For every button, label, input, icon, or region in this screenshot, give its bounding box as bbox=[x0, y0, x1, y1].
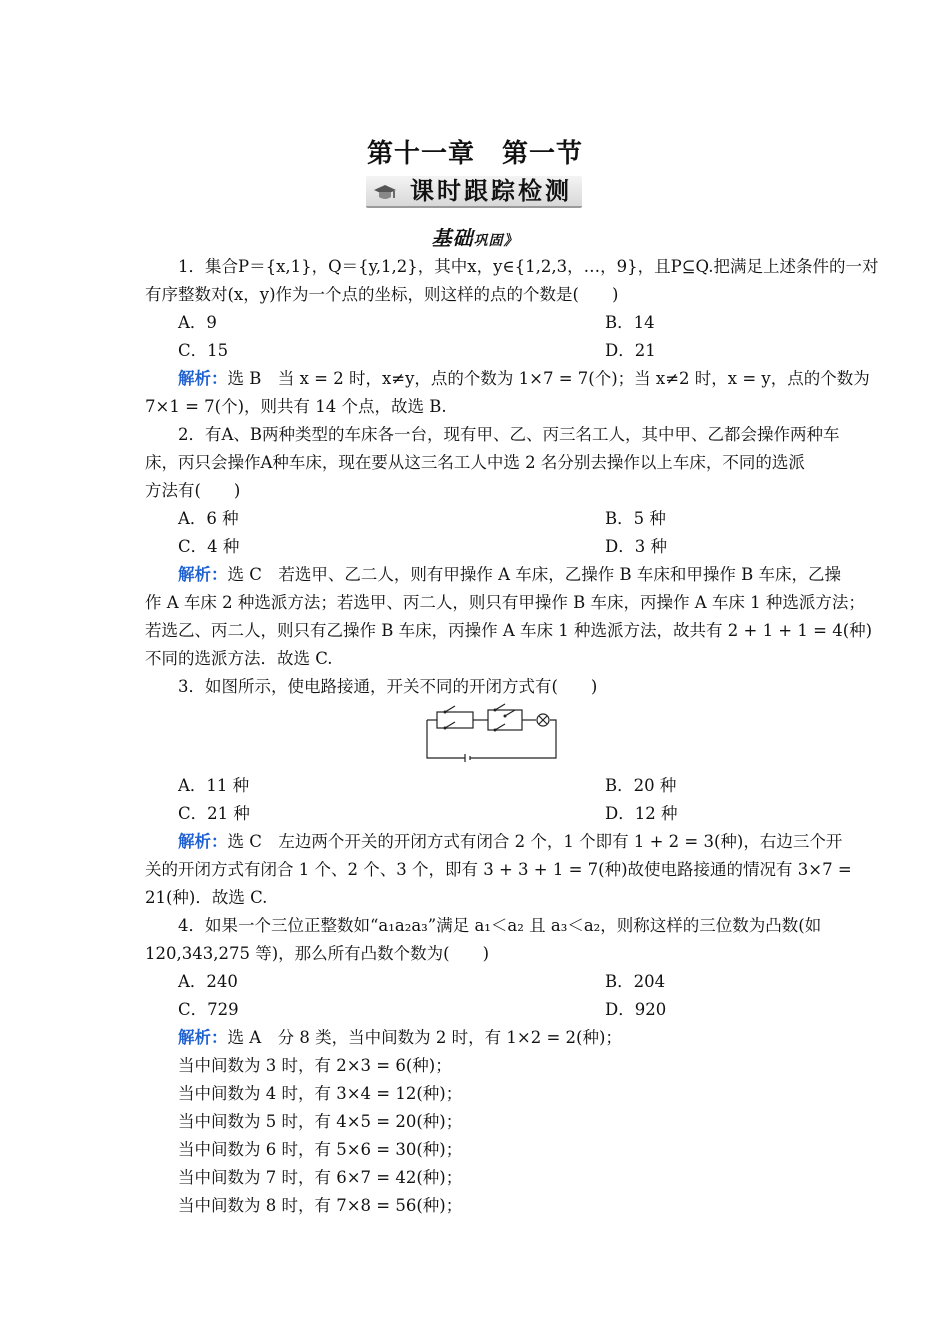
section-heading-main: 基础 bbox=[431, 226, 474, 250]
q2-option-a: A．6 种 bbox=[178, 509, 239, 528]
question-2-line-1: 2．有A、B两种类型的车床各一台，现有甲、乙、丙三名工人，其中甲、乙都会操作两种车 bbox=[178, 425, 840, 444]
q1-option-b: B．14 bbox=[605, 313, 655, 332]
q3-option-d: D．12 种 bbox=[605, 804, 678, 823]
q4-explanation-line-1 bbox=[178, 1024, 843, 1052]
section-heading-sub: 巩固》 bbox=[473, 233, 519, 249]
q4-step-7: 当中间数为 7 时，有 6×7 = 42(种)； bbox=[178, 1168, 463, 1187]
circuit-diagram bbox=[425, 702, 560, 764]
question-4-line-1: 4．如果一个三位正整数如“a₁a₂a₃”满足 a₁＜a₂ 且 a₃＜a₂，则称这样的三位数为凸数(如 bbox=[178, 916, 822, 935]
question-3-line-1: 3．如图所示，使电路接通，开关不同的开闭方式有( ) bbox=[178, 677, 598, 696]
q4-step-8: 当中间数为 8 时，有 7×8 = 56(种)； bbox=[178, 1196, 463, 1215]
q3-explanation-line-2: 关的开闭方式有闭合 1 个、2 个、3 个，即有 3 + 3 + 1 = 7(种)故使电路接通的情况有 3×7 = bbox=[145, 860, 852, 879]
q1-explanation-line-2: 7×1 = 7(个)，则共有 14 个点，故选 B. bbox=[145, 397, 447, 416]
explanation-label: 解析： bbox=[178, 832, 228, 851]
q2-option-b: B．5 种 bbox=[605, 509, 666, 528]
q2-option-c: C．4 种 bbox=[178, 537, 240, 556]
q1-explanation-text: 选 B 当 x = 2 时，x≠y，点的个数为 1×7 = 7(个)；当 x≠2 时，x = y，点的个数为 bbox=[227, 369, 870, 388]
banner bbox=[366, 176, 582, 208]
explanation-label: 解析： bbox=[178, 565, 228, 584]
q4-option-b: B．204 bbox=[605, 972, 666, 991]
q4-option-d: D．920 bbox=[605, 1000, 667, 1019]
q4-step-5: 当中间数为 5 时，有 4×5 = 20(种)； bbox=[178, 1112, 463, 1131]
q4-option-a: A．240 bbox=[178, 972, 238, 991]
q3-option-a: A．11 种 bbox=[178, 776, 250, 795]
question-2-line-2: 床，丙只会操作A种车床，现在要从这三名工人中选 2 名分别去操作以上车床，不同的选派 bbox=[145, 453, 805, 472]
q3-explanation-line-1 bbox=[178, 828, 843, 856]
q2-explanation-line-1 bbox=[178, 561, 843, 589]
q3-explanation-line-3: 21(种)．故选 C. bbox=[145, 888, 268, 907]
question-4-line-2: 120,343,275 等)，那么所有凸数个数为( ) bbox=[145, 944, 490, 963]
q2-option-d: D．3 种 bbox=[605, 537, 667, 556]
q4-step-4: 当中间数为 4 时，有 3×4 = 12(种)； bbox=[178, 1084, 463, 1103]
q1-explanation-line-1 bbox=[178, 365, 870, 393]
q2-explanation-line-2: 作 A 车床 2 种选派方法；若选甲、丙二人，则只有甲操作 B 车床，丙操作 A 车床 1 种选派方法； bbox=[145, 593, 865, 612]
q4-explanation-text: 选 A 分 8 类，当中间数为 2 时，有 1×2 = 2(种)； bbox=[227, 1028, 622, 1047]
q4-option-c: C．729 bbox=[178, 1000, 239, 1019]
graduation-cap-icon bbox=[372, 182, 398, 202]
q3-option-b: B．20 种 bbox=[605, 776, 677, 795]
q1-option-d: D．21 bbox=[605, 341, 656, 360]
question-1-line-2: 有序整数对(x，y)作为一个点的坐标，则这样的点的个数是( ) bbox=[145, 285, 619, 304]
explanation-label: 解析： bbox=[178, 1028, 228, 1047]
q2-explanation-text: 选 C 若选甲、乙二人，则有甲操作 A 车床，乙操作 B 车床和甲操作 B 车床，乙操 bbox=[227, 565, 842, 584]
banner-title: 课时跟踪检测 bbox=[410, 177, 572, 205]
chapter-title: 第十一章 第一节 bbox=[366, 139, 583, 169]
q3-explanation-text: 选 C 左边两个开关的开闭方式有闭合 2 个，1 个即有 1 + 2 = 3(种)，右边三个开 bbox=[227, 832, 843, 851]
section-heading bbox=[0, 222, 950, 251]
q2-explanation-line-3: 若选乙、丙二人，则只有乙操作 B 车床，丙操作 A 车床 1 种选派方法，故共有 2 + 1 + 1 = 4(种) bbox=[145, 621, 873, 640]
q3-option-c: C．21 种 bbox=[178, 804, 250, 823]
q2-explanation-line-4: 不同的选派方法．故选 C. bbox=[145, 649, 333, 668]
q4-step-6: 当中间数为 6 时，有 5×6 = 30(种)； bbox=[178, 1140, 463, 1159]
question-2-line-3: 方法有( ) bbox=[145, 481, 241, 500]
explanation-label: 解析： bbox=[178, 369, 228, 388]
question-1-line-1: 1．集合P＝{x,1}，Q＝{y,1,2}，其中x，y∈{1,2,3，…，9}，且P⊆Q.把满足上述条件的一对 bbox=[178, 257, 879, 276]
q1-option-a: A．9 bbox=[178, 313, 217, 332]
q4-step-3: 当中间数为 3 时，有 2×3 = 6(种)； bbox=[178, 1056, 452, 1075]
q1-option-c: C．15 bbox=[178, 341, 229, 360]
